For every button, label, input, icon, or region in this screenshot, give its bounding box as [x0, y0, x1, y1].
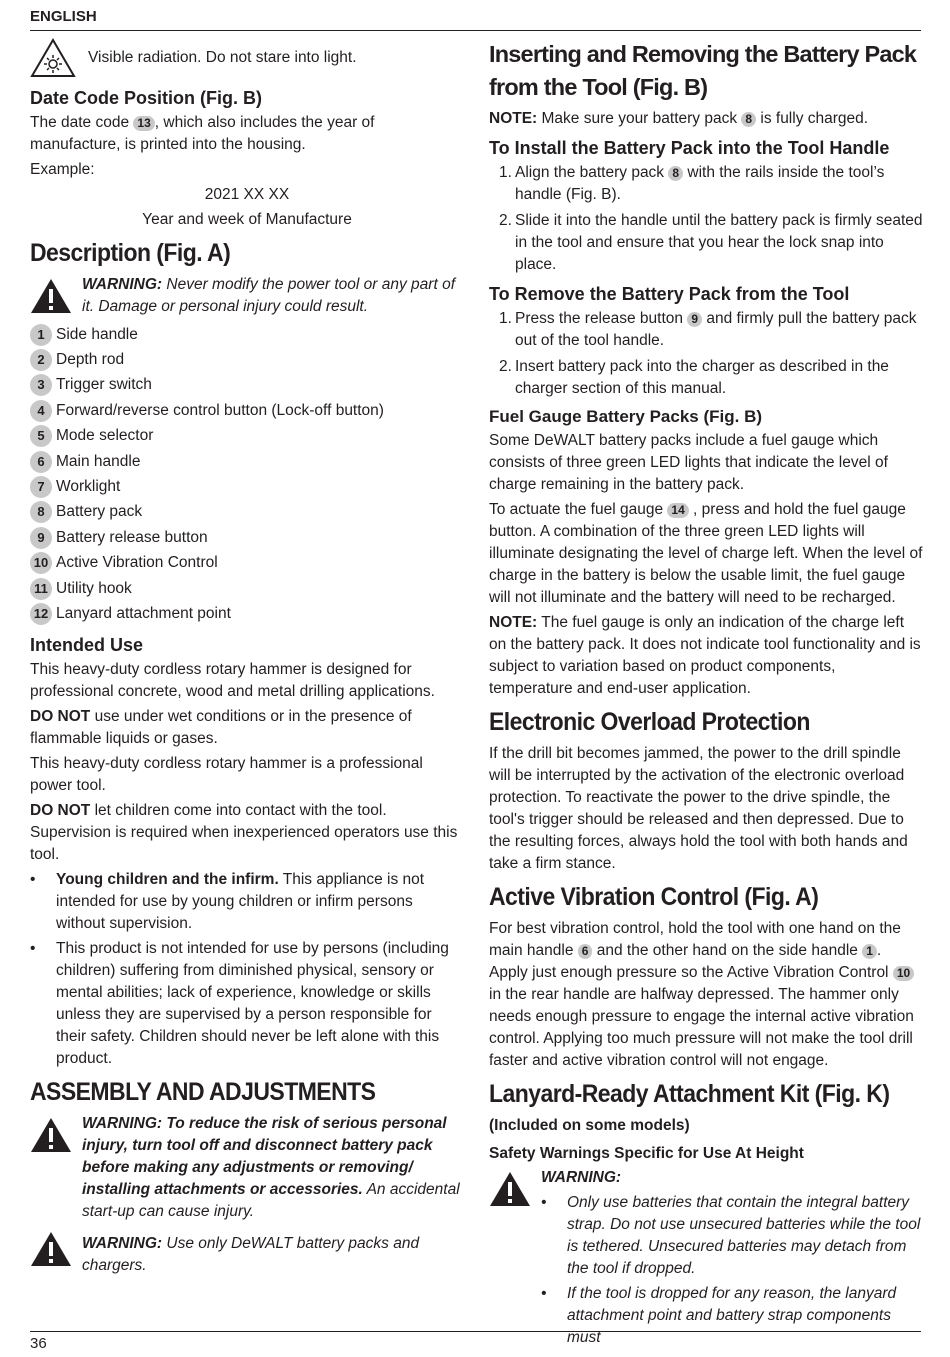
- part-item: [30, 373, 464, 398]
- callout-8: 8: [668, 166, 683, 181]
- bullet-item: • Only use batteries that contain the integral battery strap. Do not use unsecured batteries while the tool is tethered. Unsecured batteries may detach from the tool if dropped.: [541, 1194, 921, 1277]
- part-item: [30, 424, 464, 449]
- part-item: [30, 500, 464, 525]
- example-line-2: Year and week of Manufacture: [142, 211, 352, 228]
- part-number: 3: [30, 374, 52, 396]
- warning-triangle-icon: [489, 1171, 531, 1207]
- part-item: [30, 551, 464, 576]
- part-number: 12: [30, 603, 52, 625]
- part-label: Mode selector: [56, 427, 154, 445]
- date-code-paragraph: The date code 13 , which also includes the year of manufacture, is printed into the housing.: [30, 114, 375, 153]
- part-label: Battery release button: [56, 528, 208, 546]
- lanyard-subtitle-2: Safety Warnings Specific for Use At Height: [489, 1145, 804, 1162]
- avc-paragraph: For best vibration control, hold the tool with one hand on the main handle 6 and the other hand on the side handle 1 . Apply just enough pressure so the Active Vibration Control 10 in the rear handle are halfway depressed. The hammer only needs enough pressure to engage the internal active vibration control. Applying too much pressure will not make the tool drill faster and active vibration control will not engage.: [489, 920, 914, 1069]
- lanyard-title: Lanyard-Ready Attachment Kit (Fig. K): [489, 1080, 890, 1108]
- warning-triangle-icon: [30, 1231, 72, 1267]
- fuel-gauge-title: Fuel Gauge Battery Packs (Fig. B): [489, 407, 763, 426]
- example-label: Example:: [30, 161, 95, 178]
- intended-use-p4: DO NOT let children come into contact with the tool. Supervision is required when inexperienced operators use this tool.: [30, 801, 458, 863]
- example-line-1: 2021 XX XX: [204, 186, 290, 203]
- part-item: [30, 601, 464, 626]
- warning-triangle-icon: [30, 278, 72, 314]
- part-label: Main handle: [56, 452, 141, 470]
- date-code-title: Date Code Position (Fig. B): [30, 88, 262, 108]
- assembly-warning-2: WARNING: Use only DeWALT battery packs and chargers.: [30, 1227, 464, 1277]
- part-label: Lanyard attachment point: [56, 604, 231, 622]
- install-title: To Install the Battery Pack into the Tool Handle: [489, 138, 890, 158]
- part-item: [30, 449, 464, 474]
- install-step-1: 1. Align the battery pack 8 with the rails inside the tool’s handle (Fig. B).: [499, 164, 885, 203]
- part-label: Depth rod: [56, 351, 125, 369]
- warning-triangle-icon: [30, 1117, 72, 1153]
- description-title: Description (Fig. A): [30, 239, 231, 267]
- visible-radiation-icon: [30, 38, 76, 78]
- fuel-gauge-p1: Some DeWALT battery packs include a fuel gauge which consists of three green LED lights that indicate the level of charge remaining in the battery pack.: [489, 432, 888, 493]
- remove-step-2: 2. Insert battery pack into the charger as described in the charger section of this manual.: [499, 358, 889, 397]
- bullet-item: • Young children and the infirm. This appliance is not intended for use by young children or infirm persons without supervision.: [30, 870, 425, 932]
- intended-use-p1: This heavy-duty cordless rotary hammer is designed for professional concrete, wood and metal drilling applications.: [30, 660, 435, 700]
- install-step-2: 2. Slide it into the handle until the battery pack is firmly seated in the tool and ensure that you hear the lock snap into place.: [499, 212, 923, 273]
- insert-remove-title: Inserting and Removing the Battery Pack from the Tool (Fig. B): [489, 41, 917, 100]
- part-item: [30, 576, 464, 601]
- remove-step-1: 1. Press the release button 9 and firmly pull the battery pack out of the tool handle.: [499, 310, 917, 349]
- left-column: [30, 36, 464, 1281]
- part-item: [30, 525, 464, 550]
- part-number: 10: [30, 552, 52, 574]
- callout-1: 1: [862, 944, 877, 959]
- callout-6: 6: [578, 944, 593, 959]
- callout-10: 10: [893, 966, 914, 981]
- callout-14: 14: [667, 503, 688, 518]
- overload-title: Electronic Overload Protection: [489, 708, 810, 736]
- part-number: 5: [30, 425, 52, 447]
- part-label: Worklight: [56, 478, 121, 496]
- part-number: 7: [30, 476, 52, 498]
- overload-paragraph: If the drill bit becomes jammed, the power to the drill spindle will be interrupted by the activation of the electronic overload protection. To reactivate the power to the drive spindle, the tool's trigger should be released and then depressed. Due to the resulting forces, always hold the tool with both hands and take a firm stance.: [489, 745, 908, 872]
- section-header: ENGLISH: [30, 8, 97, 25]
- fuel-gauge-note: NOTE: The fuel gauge is only an indication of the charge left on the battery pack. It does not indicate tool functionality and is subject to variation based on product components, temperature and end-user application.: [489, 614, 921, 697]
- bullet-item: • This product is not intended for use by persons (including children) suffering from diminished physical, sensory or mental abilities; lack of experience, knowledge or skills unless they are supervised by a person responsible for their safety. Children should never be left alone with this product.: [30, 939, 449, 1067]
- part-label: Battery pack: [56, 503, 143, 521]
- remove-title: To Remove the Battery Pack from the Tool: [489, 284, 850, 304]
- part-label: Trigger switch: [56, 376, 152, 394]
- assembly-warning-1: WARNING: To reduce the risk of serious personal injury, turn tool off and disconnect battery pack before making any adjustments or removing/ installing attachments or accessories. An accidental start-up can cause injury.: [30, 1113, 464, 1223]
- part-item: [30, 322, 464, 347]
- header-rule: [30, 30, 921, 31]
- bullet-item: • If the tool is dropped for any reason, the lanyard attachment point and battery strap components must: [541, 1285, 897, 1346]
- intended-use-p3: This heavy-duty cordless rotary hammer is a professional power tool.: [30, 754, 423, 794]
- radiation-notice: [30, 38, 464, 78]
- callout-9: 9: [687, 312, 702, 327]
- part-number: 4: [30, 400, 52, 422]
- intended-use-p2: DO NOT use under wet conditions or in the presence of flammable liquids or gases.: [30, 707, 412, 747]
- part-number: 11: [30, 578, 52, 600]
- description-warning: WARNING: Never modify the power tool or any part of it. Damage or personal injury could result.: [30, 274, 464, 318]
- avc-title: Active Vibration Control (Fig. A): [489, 883, 819, 911]
- lanyard-subtitle-1: (Included on some models): [489, 1117, 690, 1134]
- lanyard-warning: WARNING: • Only use batteries that contain the integral battery strap. Do not use unsecured batteries while the tool is tethered. Unsecured batteries may detach from the tool if dropped. • If the tool is dropped for any reason, the lanyard attachment point and battery strap components must: [489, 1167, 923, 1352]
- part-number: 8: [30, 501, 52, 523]
- page-number: 36: [30, 1335, 47, 1352]
- part-item: [30, 347, 464, 372]
- part-number: 1: [30, 324, 52, 346]
- parts-list: [30, 322, 464, 627]
- part-item: [30, 474, 464, 499]
- part-label: Forward/reverse control button (Lock-off button): [56, 401, 384, 419]
- right-column: [489, 36, 923, 1356]
- fuel-gauge-p2: To actuate the fuel gauge 14 , press and hold the fuel gauge button. A combination of the three green LED lights will illuminate designating the level of charge left. When the level of charge in the battery is below the usable limit, the fuel gauge will not illuminate and the battery will need to be recharged.: [489, 501, 923, 606]
- part-label: Active Vibration Control: [56, 554, 218, 572]
- callout-13: 13: [133, 116, 154, 131]
- part-number: 6: [30, 451, 52, 473]
- intended-use-title: Intended Use: [30, 634, 144, 655]
- assembly-title: ASSEMBLY AND ADJUSTMENTS: [30, 1077, 376, 1106]
- part-number: 2: [30, 349, 52, 371]
- footer-rule: [30, 1331, 921, 1332]
- radiation-text: Visible radiation. Do not stare into light.: [88, 49, 357, 66]
- callout-8: 8: [741, 112, 756, 127]
- part-number: 9: [30, 527, 52, 549]
- part-label: Side handle: [56, 325, 138, 343]
- part-item: [30, 398, 464, 423]
- part-label: Utility hook: [56, 579, 132, 597]
- insert-note: NOTE: Make sure your battery pack 8 is fully charged.: [489, 110, 869, 127]
